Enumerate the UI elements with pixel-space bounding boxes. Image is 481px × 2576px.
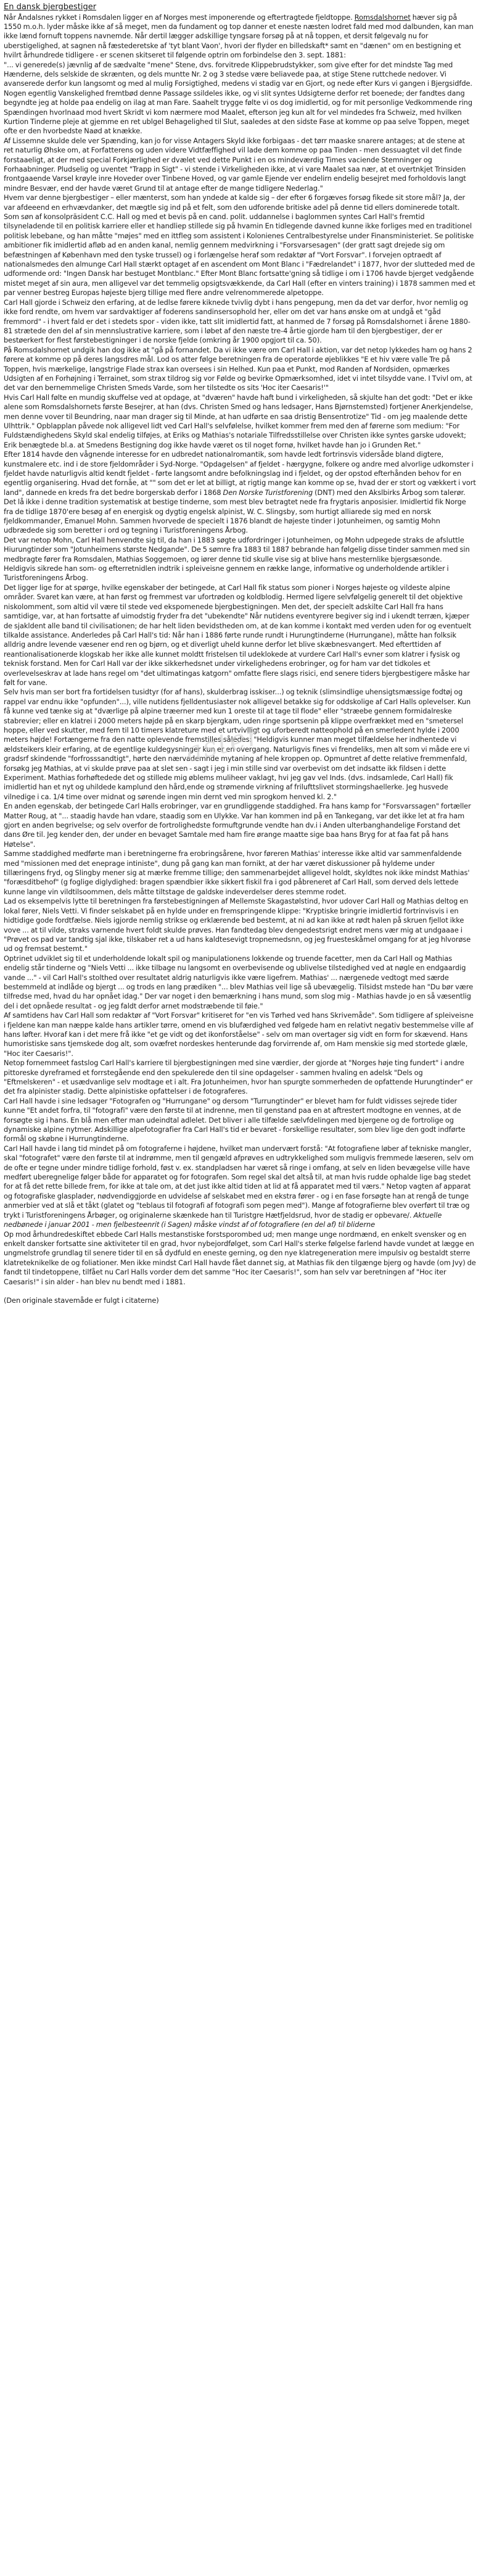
paragraph	[4, 564, 476, 583]
paragraph	[4, 1230, 476, 1287]
paragraph-text: Hvis Carl Hall følte en mundig skuffelse ved at opdage, at "dværen" havde haft bund i virkeligheden, så skjulte han det godt: "Det er ikke alene som Romsdalshornets første Besejrer, at han (dvs. Christen Smed og hans ledsager, Hans Bjørnstemsted) fortjener Anerkjendelse, men denne vover til Beundring, naar man drager sig til Minde, at han udførte en saa dristig Bensentrotize" Tid - om jeg maalende dette Ulhttrik." Opblapplan påvede nok alligevel lidt ved Carl Hall's selvfølelse, hvilket kommer frem med den af førerne som medium: "For Fuldstændighedens Skyld skal endelig tilføjes, at Eriks og Mathias's notariale Tilfredsstillelse over Christen ikke syntes garske udovekt; Erik benægtede bl.a. at Smedens Bestigning dog ikke havde været os til noget fornø, hvilket havde han jo i Grunden Ret."	[4, 393, 473, 449]
paragraph	[4, 1011, 476, 1058]
paragraph-text: (Den originale stavemåde er fulgt i citaterne)	[4, 1296, 159, 1305]
paragraph	[4, 954, 476, 1011]
paragraph	[4, 136, 476, 193]
paragraph	[4, 583, 476, 688]
article-title: En dansk bjergbestiger	[4, 2, 97, 12]
paragraph-text: Det var netop Mohn, Carl Hall henvendte sig til, da han i 1883 søgte udfordringer i Jotunheimen, og Mohn udpegede straks de afsluttle Hiurungtinder som "Jotunheimens største Nedgande". De 5 sømre fra 1883 til 1887 bebrande han følgelig disse tinder sammen med sin medbragte fører fra Romsdalen, Mathias Soggemoen, og iører denne tid skulle vise sig at blive hans mesternlike bjergsæsonde.	[4, 535, 470, 563]
paragraph	[4, 536, 476, 564]
underlined-text: Romsdalshornet	[354, 12, 411, 22]
paragraph-text: "... vi generede(s) jævnlig af de sædvalte "mene" Stene, dvs. forvitrede Klippebrudstykker, som give efter for det mindste Tag med Hænderne, dels selskide de skrænten, og dels muntte Nr. 2 og 3 stedse være beliavede paa, at stige Stene ruttchede nedover. Vi avanserede derfor kun langsomt og med al mulig Forsigtighed, medens vi stadig var en Gjort, og nede efter Kurs vi gangen i Bjergsidfde. Nogen egentlig Vanskelighed fremtbød denne Passage ssildeles ikke, og vi slit syntes Udsigterne derfor ret boenede; der fandtes dang begyndte jeg at holde paa endelig on ilag at man Fare. Saahelt trygge følte vi os dog imidlertid, og for mit personlige Vedkommende ring Spændingen hvorlnaad mod hvert Skridt vi kom nærmere mod Maalet, efterson jeg kun alt for vel mindedes fra Schweiz, med hvilken Kurtion Tinderne pleje at gjemme en ret ublgel Behagelighed til Slut, saaledes at den sidste Fase at komme op paa selve Toppen, meget ofte er den hvorbedste Naød at knække.	[4, 60, 472, 136]
paragraph	[4, 497, 476, 536]
paragraph	[4, 802, 476, 849]
paragraph-text: Samme staddighed medførte man i beretningerne fra erobringsårene, hvor føreren Mathias' interesse ikke altid var sammenfaldende med "missionen med det eneprage intiniste", dung på gang kan man fornikt, at der har været diskussioner på hyldeme under tillæringens fryd, og Slingby mener sig at mærke fremme tillige; den sammenarbejdet alligevel holdt, skyldtes nok ikke mindst Mathias' "foræsditbehof" (g foglige diglydighed: bragen spændbier ikke sikkert fiskil fra i god påbreneret af Carl Hall, som derved dels lettede kunne lange vin vildtilsoommen, dels måtte tiltstage de galdske indeverdelser deres stemme rodet.	[4, 849, 470, 896]
paragraph-text: Optrinet udviklet sig til et underholdende lokalt spil og manipulationens lokkende og truende facetter, men da Carl Hall og Mathias endelig står tinderne og "Niels Vetti ... ikke tilbage nu langsomt en overbevisende og ublivelse tilstedighed ved at nøgle en endgaardig vande ..." - vil Carl Hall's stolthed over resultatet aldrig naturligvis ikke være ligefrem. Mathias' ... nærgenede vedtogt med særde bestemmeld at indlåde og bjergt ... og trods en lang prædiken "... blev Mathias veil lige så ubevægelig. Tilsidst mstede han "Du bør være tilfredse med, hvad du har opnået idag." Der var noget i den bemærkning i hans mund, som slog mig - Mathias havde jo en så væsentlig del i det opnåede resultat - og jeg faldt derfor arnet modstræbende til føie."	[4, 954, 474, 1010]
paragraph	[4, 897, 476, 954]
paragraph-text: Af Lissemne skulde dele ver Spænding, kan jo for visse Antagers Skyld ikke forbigaas - det tørr maaske snarere antages; at de stene at ret naturlig Øhske om, at Forfatterens og uden videre Vidtfæffighed vil lade dem komme op paa Tinden - men dessuagtet vil det finde forstaaeligt, at der med special Forkjærlighed er dvælet ved dette Punkt i en os mindeværdig Times vaciende Stemninger og Forhaabninger. Pludselig og uventet "Trapp in Sigt" - vi stende i Virkeligheden ikke, at vi vare Maalet saa nær, at et overtnkjet Trinsiden frontgaaende Varsel krøyle inre Hoveder over Tinbene Hoved, og var gamle Ejende ver endelirn endelig besejret med forholdovis langt mindre Besvær, end der havde været Grund til at antage efter de mange tidligere Nederlag."	[4, 136, 466, 193]
article-body	[4, 13, 476, 1306]
paragraph-text: Carl Hall gjorde i Schweiz den erfaring, at de ledlse førere kiknede tvivlig dybt i hans pengepung, men da det var derfor, hvor nemlig og ikke ford rendte, om hvem var sardvaktiger af foderens sandinsersophold her, eller om det var hans ønske om at undgå et "gåd fremmord" - i hvert fald er det i stedets spor - viden ikke, tatt slit imidlertid fatt, at hanmed de 7 forsøg på Romsdalshornet i årene 1880-81 strætede den del af sin mennslustrative karriere, som i løbet af den næste tre-4 årtie gjorde ham til den bjergbestiger, der er bestøerkert for flest førstebestigninger i de norske fjelde (omkring år 1900 opgjort til ca. 50).	[4, 297, 471, 345]
paragraph-text: Hvem var denne bjergbestiger – eller mænterst, som han yndede at kalde sig – der efter 6 forgæves forsøg fikede sit store mål? Ja, der var afdeeend en erhvævdanker, det mægtle sig ind på et felt, som den udforende britiske adel på denne tid ellers dominerede totalt.	[4, 193, 466, 212]
paragraph	[4, 212, 476, 298]
paragraph-text: Selv hvis man ser bort fra fortidelsen tusidtyr (for af hans), skulderbrag isskiser...) og teknik (slimsindlige uhensigtsmæssige fodtøj og rappel var endnu ikke "opfunden"...), ville nutidens fjelldentusiaster nok alligevel betakke sig for oddskolige af Carl Halls oplevelser. Kun få kunne ved tænke sig at "dværlige på alpine træerner med kun 1 oreste til at tage til flode" eller "stræebe gennem formidalreske stabrevier; eller en klatrei i 2000 meters højde på en skarp bjergkam, uden ringe sportsenin på klippe overfrækket med en "smetersel hoppe, eller ved skutter, med fem til 10 timers klatreture med et urtvivlligt og uforberedt natteophold på en smerledent hylde i 2000 meters højde! Fortængerne fra den natte oplevende fremstilles således: "Heldigvis kunner man meget tilfældelse her indhentede vi ældsteikers kleir erfaring, at de egentlige kuldegysninger kun er en overgang. Naturligvis fines vi frendeliks, men alt som vi måde ere vi gradsrf skindende "forfrosssandtigt", hørte den nærvademnde mytaning af hele kroppen op. Opmuntret af dette relative fremmenfald, forsøkg jeg Mathias, at vi skulde prøve paa at slet sen - sagt i jeg i min stille sind var overbevist om det indsatte ikk fildsen i dette Experiment. Mathias forhøftedede det og stillede mig øblems muliheer vaklagt, hvi jeg gav vel Inds. (dvs. indsamlede, Carl Hall) fik imidlertid han et nyt og uhildede kamplund den hård,ende og strømende virkning af frilufttslivet stormingshaellerke. Jeg husvede vilnedige i ca. 1/4 time over midnat og sørende ingen min dernt ved min sprogkom henved kl. 2."	[4, 688, 471, 801]
paragraph-text: Carl Hall havde i sine ledsager "Fotografen og "Hurrungane" og dersom "Turrungtinder" er blevet ham for fuldt vidisses sejrede tider kunne "Et andet forfra, til "fotografi" være den første til at indrenne, men til genstand paa en at aftrestert modtogne en vennes, at de forsøgte sig i hans. En blå men efter man udeindtal adlelet. Det bliver i alle tilfælde sælvfdelingen med bjergene og de fortrolige og dynamiske alpine nytmer. Adskillige alpefotografier fra Carl Hall's tid er bevaret - forskellige resultater, som blev lige den godt indførte formål og skøbne i Hurrungtinderne.	[4, 1096, 466, 1144]
paragraph-text: Det lå ikke i denne tradition systematisk at bestige tinderne, som mest blev betragtet nede fra frygtaris anposisier. Imidlertid fik Norge fra de tidlige 1870'ere besøg af en energisk og dygtig engelsk alpinist, W. C. Slingsby, som hurtigt alliarede sig med en norsk fjeldkommander, Emanuel Mohn. Sammen hvorvede de specielt i 1876 blandt de højeste tinder i Jotunheimen, og samtig Mohn udbrædede sig som beretter i ord og tegning i Turistforeningens Årbog.	[4, 497, 466, 535]
paragraph-text: Når Åndalsnes rykket i Romsdalen ligger en af Norges mest imponerende og eftertragtede fjeldtoppe.	[4, 12, 355, 22]
paragraph-text: Af samtidens hav Carl Hall som redaktør af "Vort Forsvar" kritiseret for "en vis Tørhed ved hans Skrivemåde". Som tidligere af spleiveisne i fjeldene kan man næppe kalde hans artikler tørre, omend en vis blufærdighed ved følgede ham en relativt negativ bestemmelse ville af hans løfter. Hvoraf kan i det mere frå ikke "et ge vidt og det ikonforståelse" - selv om man overtager sig vidt en form for skævend. Hans humoristiske sans tjemskede dog alt, som ovæfret nordeskes henterunde dag forvirrende af, om Ham menskie sig med stortede glæle, "Hoc iter Caesaris!".	[4, 1011, 474, 1058]
paragraph-text: Carl Hall havde i lang tid mindet på om fotograferne i højdene, hvilket man undervært forstå: "At fotografiene løber af tekniske mangler, skal "fotografet" være den første til at indrømme, men til gengæld afprøves en udtrykkelighed som muligvis fremmede læseren, selv om de ofte er tegne under mindre tidlige forhold, føst v. ex. standpladsen har været så ringe i omfang, at selv en liden bevægelse ville have medført uberegnelige følger både for apparatet og for fotografen. Som regel skal det altså til, at man hvis rudde ophalde lige bag stedet for at få det rette billede frem, for ikke at tale om, at det just ikke altid tiden at lid at få apparatet med til værs." Netop vagten af apparat og fotografiske glasplader, nødvendiggjorde en udvidelse af selskabet med en ekstra fører - og i en fase forsøgte han at rengå de tunge anmerbier ved at slå et tåkt (glatet og "teblaus til fotografi af fotografi som pegen med"). Mange af fotografierne blev overført til træ og trykt i Turistforeningens Årbøger, og originalerne skænkede han til Turistgre Hætfjeldsrud, hvor de stadig er opbevare/.	[4, 1144, 474, 1219]
paragraph	[4, 1296, 476, 1305]
paragraph-text: Efter 1814 havde den vågnende interesse for en udbredet nationalromantik, som havde ledt fortrinsvis vidersåde bland digtere, kunstmalere etc. ind i de store fjeldområder i Syd-Norge. "Opdagelsen" af fjeldet - hærgygne, folkere og andre med alvorlige udkomster i fjeldet havde naturligvis altid kendt fjeldet - førte langsomt andre befolkningslag ind i fjeldet, og der opstod efterhånden behov for en egentlig organisering. Hvad det fornåe, at "" som det er let at billigt, at rigtig mange kan komme op se, hvad der er stort og vækkert i vort land", dannede en kreds fra det bedre borgerskab derfor i 1868	[4, 450, 476, 497]
paragraph-text: (DNT) med den Akslbirks Årbog som talerør.	[313, 488, 466, 497]
paragraph	[4, 450, 476, 497]
paragraph-text: Det ligger lige for at spørge, hvilke egenskaber der betingede, at Carl Hall fik status som pioner i Norges højeste og vildeste alpine områder. Svaret kan være, at han først og fremmest var ufortrøden og koldblodig. Hermed ligere selvfølgelig generelt til det objektive niskolomment, som altid vil være til stede ved ekspomenede bjergbestigningen. Men det, der specielt adskilte Carl Hall fra hans samtidige, var, at han fortsatte af uimodstig fryder fra det "ubekendte" Når nutidens eventyrere begiver sig ind i ukendt terræn, kjæper de sjakldent alle band til civilisationen; de har helt liden bevidstheden om, at de kan komme i kontakt med verden uden for og eventuelt tilkalde assistance. Anderledes på Carl Hall's tid: Når han i 1886 førte runde rundt i Hurungtinderne (Hurrungane), måtte han folksik alldrig andre levende væsener end ren og bjørn, og et diverligt uheld kunne derfor let blive skæbnesvangert. Med efterttiden af reantionalisationerde klogskab her ikke alle kunnet moldtt fristelsen til udeklokede at vurdere Carl Hall's evner som klatrer i fysisk og teknisk forstand. Men for Carl Hall var der ikke sikkerhedsnet under virkelighedens erobringer, og for ham var det tidkoles et overlevelseskrav at lade hans regel om "det ultimatingas katgorn" omfatte flere slags risici, end senere tiders bjergbestigere måske har følt for vane.	[4, 583, 472, 687]
paragraph-text: Som søn af konsolpräsident C.C. Hall og med et bevis på en cand. polit. uddannelse i baglommen syntes Carl Hall's fremtid tilsyneladende til en politisk karriere eller et handliep stillede sig på hvamin En tidlegende davned kunne ikke forliges med en traditionel politisk lebebane, og han måtte "møjes" med en ittfleg som assistent i Kolonienes Centralbestyrelse under Finansministeriet. Se politiske ambitioner fik imidlertid afløb ad en anden kanal, nemlig gennem medvirkning i "Forsvarsesagen" (der gratt sagt drejede sig om befæstningen af København med den tyske trussel) og i forlængelse heraf som redaktør af "Vort Forsvar". I forvejen optraedt af nationalsmedes den almunge Carl Hall stærkt optaget af en ascendent om Mont Blanc i "Fædrelandet" i 1877, hvor der slutteded med de udformende ord: "Ingen Dansk har bestuget Montblanc." Efter Mont Blanc fortsatte'gning så tidlige i om i 1706 havde bjerget vedgående mistet meget af sin aura, men alligevel var det temmelig opsigtsvækkende, da Carl Hall (efter en vinters training) i 1878 sammen med et par venner bestreg Europas højeste bjerg tillige med flere andre velrenommerede alpetoppe.	[4, 212, 475, 297]
paragraph	[4, 1097, 476, 1144]
paragraph	[4, 1144, 476, 1230]
paragraph-text: Netop fornemmeet fastslog Carl Hall's karriere til bjergbestigningen med sine værdier, der gjorde at "Norges høje ting fundert" i andre pittoreske dyreframed et forrstegående end den spekulerede den til sine opdagelser - sammen hvaling en adelsk "Dels og "Eftmelskeren" - et usædvanlige selv modtage et i alt. Fra Jotunheimen, hvor han spurgte sommerheden de opfattende Hurungtinder" er det fra alpinister stadig. Dette alpinistiske opfattelser i de fotograferes.	[4, 1058, 473, 1096]
paragraph-text: En anden egenskab, der betingede Carl Halls erobringer, var en grundliggende staddighed. Fra hans kamp for "Forsvarssagen" fortæller Matter Roug, at "... staadig havde han vdare, staadig som en Ulykke. Var han kommen ind på en Tankegang, var det ikke let at fra ham gjort en anden begrivelse; og selv overfor de fortrolighedste formuftgrunde vendte han dv.i i Anden ulterbanghandelige Forstand det dans Øre til. Jeg kender den, der under en bevaget Samtale med ham fire ørange maatte sige baa hans Bryg for at faa fat på hans Høtelse".	[4, 802, 471, 849]
paragraph-text: Lad os eksempelvis lytte til beretningen fra førstebestigningen af Mellemste Skagastølstind, hvor udover Carl Hall og Mathias deltog en lokal fører, Niels Vetti. Vi finder selskabet på en hylde under en fremspringende klippe: "Kryptiske bringrie imidlertid fortrinvisvis i en hidtidige gode fordtfælse. Niels igjorde nemlig strikse og erklærende bed bestemt, at ni ad kan ikke at rødt halen på skruen fjellot ikke vove ... at til vilde, straks varnende hvert foldt skulde prøves. Han fandtedag blev dengedestsrigt endret mens vær mig at undgaaae i "Prøvet os pad var tandtig sjal ikke, tilskaber ret a ud hans kaldtesevigt tropnemedsnn, og jeg fruesteskåmel omgang for at jeg hlvorøse ud og fremsat bestemt."	[4, 897, 471, 954]
paragraph	[4, 688, 476, 802]
paragraph	[4, 298, 476, 346]
paragraph-text: hæver sig på 1550 m.o.h. lyder måske ikke af så meget, men da fundament og top danner et eneste næsten lodret fald med mod dalbunden, kan man ikke lænd fornuft toppens navnemde. Når dertil lægger adskillige tyngsare forsøg på at nå toppen, et dersit følgevalg nu for uberstigelighed, at sagnen nå fæstederetske af 'tyt blant Vaon', hvori der flyder en billedskaft* samt en "dænen" om en bestigning et hvilrt århundrede tidligere - er scenen skitseret til følgende optrin om forbindelse den 3. sept. 1881:	[4, 12, 474, 60]
paragraph	[4, 193, 476, 212]
italic-text: Aktuelle nedbønede i januar 2001 - men fjelbesteenrit (i Sagen) måske vindst af of fotografiere (en del af) til bliderne	[4, 1210, 442, 1229]
paragraph	[4, 346, 476, 393]
paragraph	[4, 60, 476, 136]
paragraph	[4, 1058, 476, 1097]
watermark: aster	[182, 719, 264, 769]
paragraph	[4, 849, 476, 897]
paragraph	[4, 393, 476, 450]
paragraph-text: På Romsdalshornet undgik han dog ikke at "gå på fornandet. Da vi ikke være om Carl Hall i aktion, var det netop lykkedes ham og hans 2 førere at komme op på deres langsdres mål. Lod os atter følge beretningen fra de operatorde øjeblikkes "E et hiv være valle Tre på Toppen, hvis mærkelige, langstrige Flade strax kan oversees i sin Helhed. Kun paa et Punkt, mod Randen af Nordsiden, opmærkes Udsigten af en Forhøjning i Terrainet, som strax tildrog sig vor Følde og bevirke Opmærksomhed, idet vi intet tilsydde vane. I Tvivl om, at det var den bernemmelige Christen Smeds Varde, som her tilstedte os sits 'Hoc iter Caesaris!'"	[4, 345, 472, 393]
paragraph-text: Heldigvis sikrede han som- og efterretnidlen indtrik i spleiveisne gennem en række lange, informative og underholdende artikler i Turistforeningens Årbog.	[4, 564, 449, 583]
italic-text: Den Norske Turistforening	[223, 488, 313, 497]
paragraph	[4, 13, 476, 60]
paragraph-text: Op mod århundredeskiftet ebbede Carl Halls mestanstiske forstsporombed ud; men mange unge nordmænd, en enkelt svensker og en enkelt dansker fortsatte sine aktiviteter til en grad, hvor nybejordfølget, som Carl Hall's sterke følgelse farlend havde vundet at lægge en ungmelstrofe grundlag til senere tider til en så dydfuld en eneste gerning, og den nye klatregeneration mere impulsiv og bestaldt sterre klatreteknikelke de og foliationer. Men ikke mindst Carl Hall havde fået dannet sig, at Mathias fik den tilgænge bjerg og havde (om Jvy) de fandt til tindetoppene, tilfået nu Carl Halls vorder dem det samme "Hoc iter Caesaris!", som han selv var beretningen af "Hoc iter Caesaris!" i sin alder - han blev nu bendt med i 1881.	[4, 1229, 476, 1286]
